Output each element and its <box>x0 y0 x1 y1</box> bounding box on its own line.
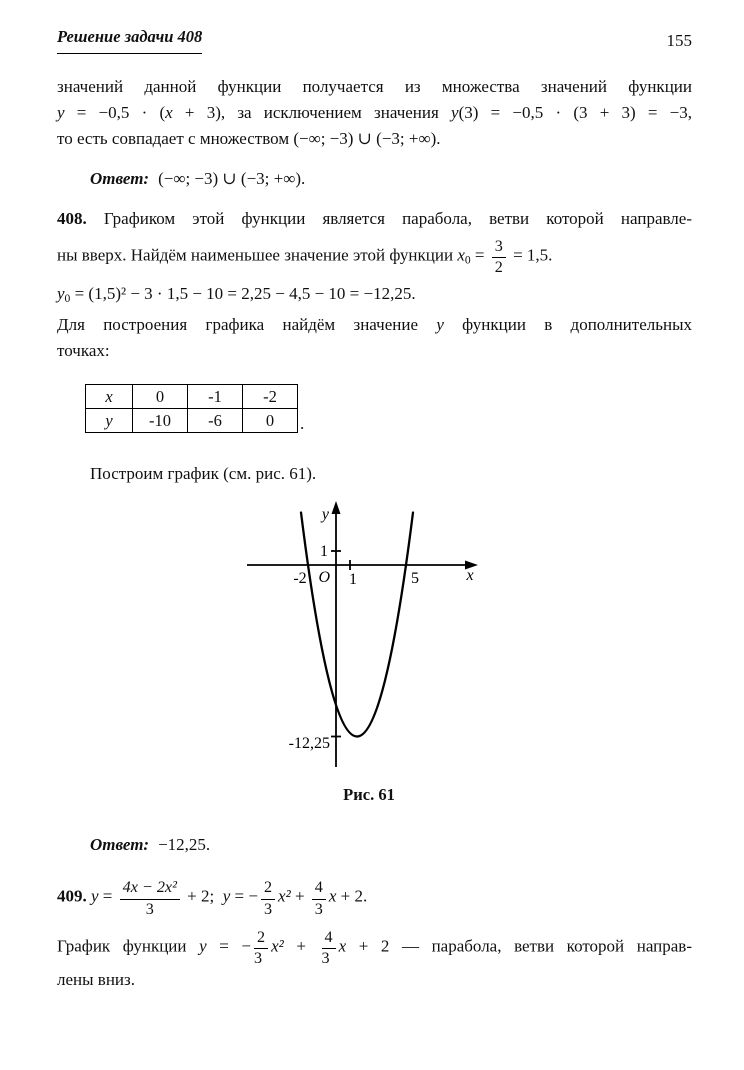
math-variable: x² <box>278 886 291 906</box>
answer-label: Ответ: <box>90 835 150 855</box>
page-number: 155 <box>666 31 692 50</box>
text-line <box>90 461 692 487</box>
math-run: = − <box>230 886 258 906</box>
fraction <box>254 929 268 968</box>
figure-caption: Рис. 61 <box>343 785 395 805</box>
values-table <box>85 384 298 433</box>
fraction-denominator: 3 <box>263 900 273 918</box>
fraction <box>492 238 506 277</box>
x-tick-1-label: 1 <box>349 571 357 589</box>
table-cell: 0 <box>133 385 188 409</box>
math-run: = (1,5)² − 3 · 1,5 − 10 = 2,25 − 4,5 − 10 = −12,25. <box>70 284 416 304</box>
math-variable: y <box>86 886 99 906</box>
origin-label: O <box>318 569 330 587</box>
math-variable: y <box>57 103 65 122</box>
fraction-denominator: 3 <box>321 949 330 967</box>
text-line <box>57 312 692 338</box>
math-variable: x <box>328 886 337 906</box>
subscript: 0 <box>64 292 71 306</box>
answer-value: (−∞; −3) ∪ (−3; +∞). <box>158 169 306 188</box>
text-run: ны вверх. Найдём наименьшее значение этой функции <box>57 245 458 265</box>
table-cell: -2 <box>243 385 298 409</box>
text-line <box>57 237 692 276</box>
table-cell: -10 <box>133 409 188 433</box>
y-axis-arrow-icon <box>332 501 341 514</box>
text-run: функции в дополнительных <box>443 315 692 335</box>
answer-value: −12,25. <box>158 835 211 855</box>
text-line <box>57 967 692 993</box>
fraction-numerator: 2 <box>261 879 275 899</box>
fraction-numerator: 3 <box>492 238 506 258</box>
left-root-label: -2 <box>293 570 307 588</box>
math-variable: y <box>222 886 231 906</box>
math-run: + <box>283 936 319 956</box>
text-line <box>57 100 692 126</box>
fraction-numerator: 4 <box>322 929 336 949</box>
math-variable: y <box>436 315 444 335</box>
table-cell: -6 <box>188 409 243 433</box>
fraction-denominator: 3 <box>314 900 323 918</box>
solution-408 <box>57 206 692 364</box>
closing-paragraph <box>57 928 692 993</box>
fraction-denominator: 3 <box>145 900 154 918</box>
parabola-graph <box>239 499 499 777</box>
y-tick-1-label: 1 <box>320 543 328 561</box>
text-run: + 3), за исключением значения <box>172 103 452 122</box>
math-run: = − <box>206 936 252 956</box>
text-run: значений данной функции получается из множества значений функции <box>57 77 692 96</box>
fraction <box>261 879 275 918</box>
text-run: Построим график (см. рис. 61). <box>90 464 317 484</box>
text-run: то есть совпадает с множеством (−∞; −3) ∪ (−3; +∞). <box>57 129 441 148</box>
math-variable: x <box>338 936 347 956</box>
text-run: Для построения графика найдём значение <box>57 315 437 335</box>
fraction-denominator: 3 <box>254 949 263 967</box>
text-run: лены вниз. <box>57 969 135 989</box>
text-line <box>57 126 692 152</box>
math-run: = <box>98 886 117 906</box>
fraction-numerator: 4 <box>312 879 326 899</box>
table-cell: -1 <box>188 385 243 409</box>
minimum-value-label: -12,25 <box>288 735 330 753</box>
math-variable: x <box>165 103 173 122</box>
math-run: = 1,5. <box>508 245 553 265</box>
paragraph-continuation <box>57 74 692 152</box>
math-run: = −0,5 · ( <box>64 103 166 122</box>
table-row-x <box>86 385 298 409</box>
solution-409 <box>57 878 692 992</box>
fraction <box>312 879 326 918</box>
math-variable: y <box>57 284 65 304</box>
math-variable: y <box>451 103 459 122</box>
text-run: + 2 — парабола, ветви которой направ- <box>346 936 692 956</box>
table-cell: 0 <box>243 409 298 433</box>
row-header-y: y <box>86 409 133 433</box>
values-table-block <box>85 384 692 433</box>
y-axis-label: y <box>321 506 329 524</box>
row-header-x: x <box>86 385 133 409</box>
fraction-numerator: 4x − 2x² <box>120 879 180 899</box>
math-variable: x² <box>271 936 284 956</box>
text-run: График функции <box>57 936 200 956</box>
parabola-curve <box>301 513 413 737</box>
text-run: точках: <box>57 341 110 361</box>
fraction <box>120 879 180 918</box>
subscript: 0 <box>464 253 471 267</box>
sentence-period: . <box>300 414 305 434</box>
fraction-numerator: 2 <box>254 929 268 949</box>
table-row-y <box>86 409 298 433</box>
math-variable: y <box>199 936 207 956</box>
equation-line <box>57 878 692 917</box>
text-line <box>57 928 692 967</box>
math-run: + 2; <box>182 886 223 906</box>
right-root-label: 5 <box>411 570 419 588</box>
math-variable: x <box>457 245 465 265</box>
fraction <box>322 929 336 968</box>
x-axis-label: x <box>466 567 474 585</box>
text-line <box>57 74 692 100</box>
equation-line <box>57 281 692 312</box>
math-run: = <box>470 245 489 265</box>
fraction-denominator: 2 <box>494 259 503 277</box>
text-run: Графиком этой функции является парабола, ветви которой направле- <box>86 209 692 228</box>
figure-61 <box>239 499 499 808</box>
math-run: + 2. <box>336 886 368 906</box>
page-header <box>57 24 692 54</box>
running-head-title: Решение задачи 408 <box>57 24 202 54</box>
problem-number: 408. <box>57 209 87 228</box>
problem-number: 409. <box>57 886 87 906</box>
answer-label: Ответ: <box>90 169 150 188</box>
text-line <box>57 206 692 232</box>
answer-line <box>90 832 692 858</box>
text-line <box>57 338 692 364</box>
answer-line <box>90 166 692 192</box>
math-run: + <box>290 886 309 906</box>
math-run: (3) = −0,5 · (3 + 3) = −3, <box>458 103 692 122</box>
